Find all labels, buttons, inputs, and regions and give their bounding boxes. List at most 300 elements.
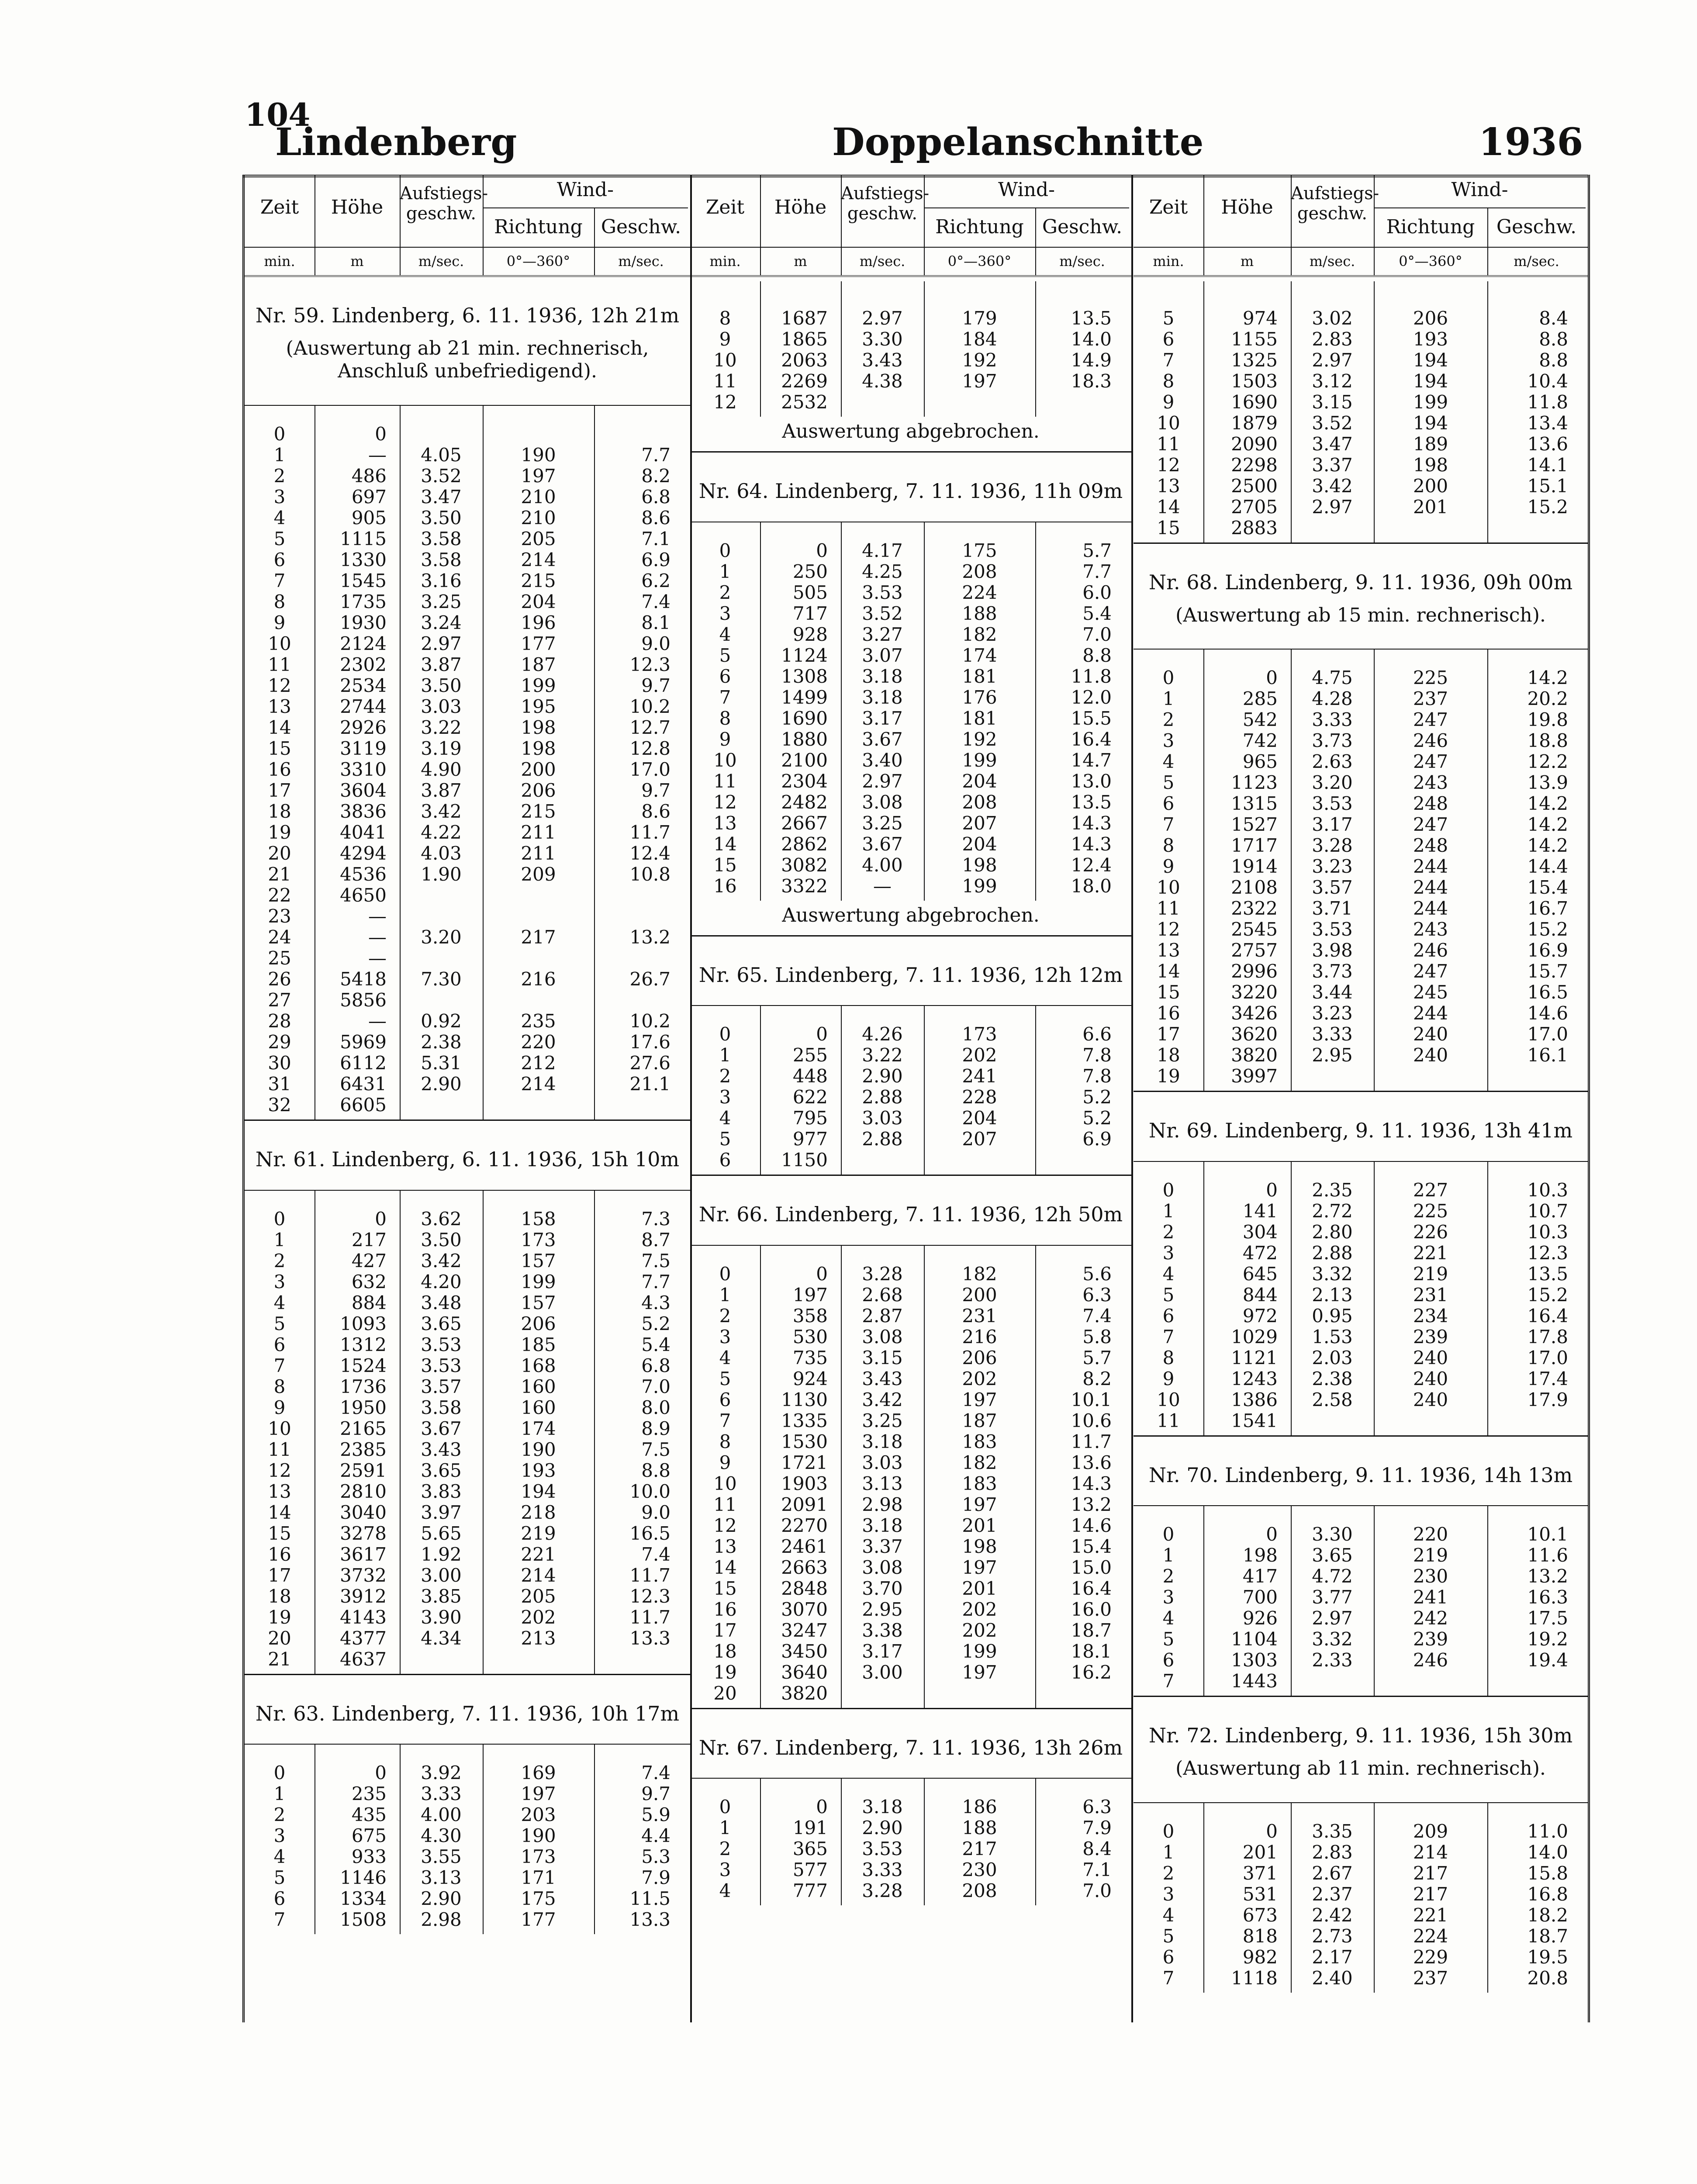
zeit-cell: 11 [1157,898,1180,919]
table-row [245,1846,690,1867]
aufstieg-cell: 3.67 [862,728,903,750]
richtung-cell: 210 [521,507,556,529]
hoehe-cell: 4650 [340,885,387,906]
table-row [690,603,1131,624]
hoehe-cell: 486 [351,465,387,487]
geschw-cell: 13.5 [1071,308,1112,329]
hoehe-cell: 371 [1242,1862,1278,1884]
hoehe-cell: 0 [816,539,828,561]
table-row [1134,877,1588,898]
richtung-cell: 243 [1413,772,1448,794]
table-header [245,175,690,277]
hoehe-cell: 542 [1242,709,1278,731]
table-row [690,1149,1131,1170]
geschw-cell: 14.6 [1527,1002,1568,1024]
hoehe-cell: 1243 [1231,1368,1278,1389]
zeit-cell: 9 [273,612,286,634]
richtung-cell: 217 [1413,1862,1448,1884]
aufstieg-cell: 5.31 [421,1052,462,1074]
geschw-header: Geschw. [1042,216,1123,238]
zeit-cell: 17 [713,1619,737,1641]
zeit-cell: 5 [273,528,286,550]
geschw-cell: 11.6 [1527,1545,1568,1566]
aufstieg-cell: 3.50 [421,1229,462,1251]
geschw-cell: 8.6 [641,801,671,822]
geschw-cell: 5.2 [1082,1107,1112,1129]
hoehe-cell: 622 [792,1086,828,1108]
table-row [690,1431,1131,1452]
zeit-cell: 6 [273,549,286,571]
data-rows [1134,1161,1588,1435]
aufstieg-cell: 2.90 [421,1888,462,1910]
table-row [1134,1023,1588,1044]
aufstieg-cell: 2.87 [862,1305,903,1327]
data-rows [690,522,1131,901]
geschw-cell: 10.3 [1527,1179,1568,1201]
hoehe-cell: 530 [792,1326,828,1348]
zeit-cell: 11 [268,654,291,676]
section-note: (Auswertung ab 15 min. rechnerisch). [1175,604,1546,626]
geschw-cell: 20.8 [1527,1967,1568,1989]
column-divider [1203,175,1204,275]
aufstieg-cell: 3.33 [1312,709,1353,731]
aufstieg-header: Aufstiegs-geschw. [841,183,930,224]
geschw-header: Geschw. [1496,216,1577,238]
table-row [245,1031,690,1052]
richtung-cell: 207 [962,1128,997,1150]
geschw-cell: 7.5 [641,1438,671,1460]
richtung-cell: 247 [1413,751,1448,773]
unit-label: m/sec. [859,253,906,270]
wind-divider [924,207,1129,208]
richtung-cell: 182 [962,1263,997,1285]
richtung-cell: 211 [521,822,556,843]
geschw-cell: 7.8 [1082,1044,1112,1066]
richtung-cell: 235 [521,1010,556,1032]
hoehe-cell: 717 [792,602,828,624]
richtung-cell: 218 [521,1501,556,1523]
zeit-cell: 3 [719,1086,731,1108]
zeit-cell: 0 [719,1023,731,1045]
zeit-cell: 25 [268,947,291,969]
hoehe-cell: 2090 [1231,433,1278,455]
table-row [245,1544,690,1565]
zeit-cell: 16 [713,875,737,897]
richtung-cell: 174 [962,644,997,666]
table-row [1134,1628,1588,1649]
aufstieg-cell: 3.22 [421,717,462,739]
table-row [245,864,690,885]
section-title: Nr. 65. Lindenberg, 7. 11. 1936, 12h 12m [698,963,1123,987]
richtung-cell: 158 [521,1208,556,1230]
table-row [245,1783,690,1804]
aufstieg-cell: 3.33 [421,1783,462,1805]
richtung-cell: 188 [962,602,997,624]
richtung-header: Richtung [935,216,1024,238]
geschw-cell: 15.4 [1527,877,1568,898]
geschw-cell: 16.4 [1071,1577,1112,1599]
hoehe-cell: 1690 [781,707,828,729]
hoehe-cell: 2883 [1231,517,1278,539]
geschw-cell: 5.4 [641,1334,671,1355]
zeit-cell: 8 [273,1375,286,1397]
aufstieg-cell: 3.40 [862,749,903,771]
table-row [245,1565,690,1586]
zeit-cell: 3 [719,1859,731,1880]
hoehe-cell: 577 [792,1859,828,1880]
aufstieg-cell: 3.00 [862,1661,903,1683]
richtung-cell: 211 [521,843,556,864]
table-row [245,1888,690,1909]
aufstieg-cell: 3.32 [1312,1628,1353,1650]
geschw-cell: 8.8 [1539,328,1568,350]
richtung-cell: 160 [521,1396,556,1418]
aufstieg-cell: 2.35 [1312,1179,1353,1201]
table-row [690,1662,1131,1683]
hoehe-cell: 4637 [340,1648,387,1670]
table-row [1134,1842,1588,1863]
richtung-cell: 202 [521,1606,556,1628]
zeit-cell: 2 [273,1804,286,1826]
geschw-cell: 12.2 [1527,751,1568,773]
richtung-cell: 248 [1413,835,1448,857]
table-row [1134,730,1588,751]
table-row [1134,328,1588,349]
hoehe-cell: — [368,947,387,969]
aufstieg-cell: 3.47 [1312,433,1353,455]
table-row [1134,688,1588,709]
geschw-cell: 7.3 [641,1208,671,1230]
richtung-cell: 169 [521,1762,556,1784]
zeit-cell: 15 [713,1577,737,1599]
richtung-cell: 199 [521,675,556,697]
geschw-cell: 5.8 [1082,1326,1112,1348]
geschw-cell: 27.6 [629,1052,671,1074]
section-title: Nr. 67. Lindenberg, 7. 11. 1936, 13h 26m [698,1735,1123,1759]
richtung-cell: 183 [962,1472,997,1494]
aufstieg-cell: 2.90 [862,1817,903,1838]
aufstieg-cell: 4.72 [1312,1565,1353,1587]
zeit-cell: 4 [273,1846,286,1868]
geschw-cell: 7.1 [1082,1859,1112,1880]
hoehe-cell: 965 [1242,751,1278,773]
geschw-cell: 16.7 [1527,898,1568,919]
hoehe-cell: 1545 [340,570,387,592]
geschw-cell: 16.9 [1527,940,1568,961]
hoehe-cell: 2482 [781,791,828,813]
table-row [245,1376,690,1397]
aufstieg-cell: 3.12 [1312,370,1353,392]
table-row [1134,1524,1588,1545]
section-title: Nr. 61. Lindenberg, 6. 11. 1936, 15h 10m [255,1147,680,1171]
richtung-cell: 173 [962,1023,997,1045]
aufstieg-cell: 3.16 [421,570,462,592]
geschw-cell: 9.0 [641,1501,671,1523]
zeit-cell: 6 [719,1389,731,1410]
section-title: Nr. 70. Lindenberg, 9. 11. 1936, 14h 13m [1148,1463,1573,1487]
column-divider [400,175,401,275]
geschw-cell: 11.0 [1527,1820,1568,1842]
richtung-cell: 202 [962,1598,997,1620]
hoehe-cell: 0 [1266,1524,1278,1545]
geschw-cell: 8.6 [641,507,671,529]
zeit-cell: 4 [273,1292,286,1313]
zeit-cell: 7 [273,1909,286,1931]
hoehe-cell: 3278 [340,1522,387,1544]
zeit-cell: 0 [1162,1820,1175,1842]
hoehe-cell: 1880 [781,728,828,750]
hoehe-cell: 3070 [781,1598,828,1620]
zeit-cell: 1 [719,1044,731,1066]
table-row [245,759,690,780]
table-row [1134,454,1588,475]
geschw-cell: 13.2 [1071,1493,1112,1515]
table-row [1134,475,1588,496]
table-row [1134,433,1588,454]
table-row [245,1010,690,1031]
hoehe-cell: 2667 [781,812,828,834]
richtung-cell: 204 [962,1107,997,1129]
zeit-cell: 1 [719,1817,731,1838]
geschw-cell: 13.4 [1527,412,1568,434]
aufstieg-cell: 3.42 [1312,475,1353,497]
geschw-cell: 17.0 [1527,1347,1568,1368]
hoehe-header: Höhe [1221,196,1273,218]
richtung-cell: 206 [1413,308,1448,329]
aufstieg-cell: 3.33 [1312,1023,1353,1045]
richtung-cell: 185 [521,1334,556,1355]
table-row [245,905,690,926]
table-row [1134,1821,1588,1842]
aufstieg-cell: 3.32 [1312,1263,1353,1285]
aufstieg-cell: 3.43 [862,1368,903,1389]
table-row [690,1880,1131,1901]
column-divider [594,207,595,275]
table-header [1134,175,1588,277]
zeit-cell: 9 [273,1396,286,1418]
aufstieg-cell: 3.42 [862,1389,903,1410]
aufstieg-cell: 4.03 [421,843,462,864]
hoehe-cell: 2591 [340,1459,387,1481]
unit-label: 0°—360° [506,253,570,270]
geschw-cell: 11.7 [629,1606,671,1628]
zeit-cell: 14 [268,1501,291,1523]
table-row [245,675,690,696]
richtung-cell: 217 [521,926,556,948]
richtung-cell: 204 [521,591,556,613]
table-row [690,645,1131,666]
geschw-cell: 12.3 [629,1585,671,1607]
zeit-cell: 14 [1157,496,1180,518]
table-row [245,1825,690,1846]
geschw-cell: 14.2 [1527,814,1568,836]
table-row [1134,981,1588,1002]
richtung-cell: 204 [962,770,997,792]
aufstieg-cell: 3.20 [421,926,462,948]
hoehe-cell: 974 [1242,308,1278,329]
aufstieg-cell: 3.23 [1312,856,1353,878]
richtung-cell: 214 [521,1073,556,1095]
table-row [245,444,690,465]
zeit-header: Zeit [705,196,745,218]
aufstieg-cell: 2.98 [421,1909,462,1931]
richtung-cell: 215 [521,570,556,592]
column-1 [242,175,692,2022]
table-row [245,528,690,549]
richtung-cell: 213 [521,1627,556,1649]
geschw-cell: 13.0 [1071,770,1112,792]
hoehe-cell: 1330 [340,549,387,571]
geschw-cell: 6.6 [1082,1023,1112,1045]
aufstieg-cell: 3.52 [421,465,462,487]
richtung-cell: 246 [1413,1649,1448,1671]
richtung-cell: 198 [962,854,997,876]
table-row [1134,370,1588,391]
geschw-cell: 10.1 [1071,1389,1112,1410]
hoehe-cell: 2298 [1231,454,1278,476]
geschw-cell: 10.0 [629,1480,671,1502]
table-row [245,1586,690,1607]
column-divider [924,175,925,275]
data-rows [690,1005,1131,1175]
table-row [690,582,1131,603]
hoehe-cell: 2744 [340,696,387,718]
table-row [690,1452,1131,1473]
table-row [245,1867,690,1888]
richtung-cell: 202 [962,1619,997,1641]
aufstieg-cell: 3.92 [421,1762,462,1784]
geschw-cell: 16.4 [1527,1305,1568,1327]
hoehe-cell: 4536 [340,864,387,885]
richtung-cell: 203 [521,1804,556,1826]
column-divider [1291,175,1292,275]
data-rows [1134,1802,1588,1993]
hoehe-cell: 926 [1242,1607,1278,1629]
richtung-cell: 179 [962,308,997,329]
geschw-cell: 7.4 [641,591,671,613]
hoehe-cell: 141 [1242,1200,1278,1222]
richtung-cell: 234 [1413,1305,1448,1327]
richtung-cell: 173 [521,1846,556,1868]
zeit-cell: 18 [1157,1044,1180,1066]
aufstieg-cell: 3.52 [862,602,903,624]
table-row [690,791,1131,812]
aufstieg-cell: 3.23 [1312,1002,1353,1024]
geschw-cell: 12.7 [629,717,671,739]
geschw-cell: 18.3 [1071,370,1112,392]
hoehe-cell: 0 [816,1796,828,1818]
table-header [690,175,1131,277]
aufstieg-cell: 3.25 [862,1410,903,1431]
table-row [690,812,1131,833]
richtung-cell: 231 [1413,1284,1448,1306]
aufstieg-cell: 2.13 [1312,1284,1353,1306]
richtung-cell: 246 [1413,730,1448,752]
unit-label: m [1240,253,1254,270]
geschw-cell: 13.5 [1527,1263,1568,1285]
table-row [1134,391,1588,412]
hoehe-cell: 1903 [781,1472,828,1494]
table-row [1134,835,1588,856]
table-row [245,1762,690,1783]
aufstieg-cell: 2.97 [1312,496,1353,518]
richtung-cell: 208 [962,1880,997,1901]
table-row [690,1859,1131,1880]
zeit-cell: 13 [268,1480,291,1502]
aufstieg-cell: 3.53 [1312,919,1353,940]
zeit-cell: 16 [1157,1002,1180,1024]
table-row [1134,1607,1588,1628]
aufstieg-cell: 3.24 [421,612,462,634]
hoehe-cell: 1335 [781,1410,828,1431]
zeit-cell: 7 [719,686,731,708]
ascent-section [1134,277,1588,544]
geschw-cell: 16.1 [1527,1044,1568,1066]
section-title: Nr. 72. Lindenberg, 9. 11. 1936, 15h 30m [1148,1724,1573,1748]
zeit-cell: 19 [713,1661,737,1683]
table-row [1134,1545,1588,1565]
hoehe-cell: 675 [351,1825,387,1847]
aufstieg-cell: 3.62 [421,1208,462,1230]
zeit-cell: 2 [273,465,286,487]
richtung-cell: 209 [521,864,556,885]
aufstieg-cell: 3.18 [862,665,903,687]
geschw-cell: 6.2 [641,570,671,592]
richtung-cell: 220 [521,1031,556,1053]
geschw-cell: 15.4 [1071,1535,1112,1557]
geschw-cell: 18.0 [1071,875,1112,897]
table-row [245,1292,690,1313]
zeit-cell: 15 [268,1522,291,1544]
richtung-cell: 219 [1413,1545,1448,1566]
zeit-cell: 1 [1162,1545,1175,1566]
zeit-cell: 17 [1157,1023,1180,1045]
richtung-cell: 194 [1413,349,1448,371]
geschw-cell: 17.5 [1527,1607,1568,1629]
table-row [690,666,1131,687]
zeit-cell: 2 [1162,1862,1175,1884]
hoehe-cell: 3997 [1231,1065,1278,1087]
ascent-section [690,1709,1131,1906]
unit-label: m [794,253,807,270]
richtung-cell: 202 [962,1044,997,1066]
zeit-cell: 7 [1162,349,1175,371]
geschw-cell: 5.2 [1082,1086,1112,1108]
richtung-cell: 229 [1413,1946,1448,1968]
geschw-cell: 8.2 [1082,1368,1112,1389]
hoehe-cell: 1736 [340,1375,387,1397]
richtung-cell: 224 [1413,1925,1448,1947]
aufstieg-cell: 3.58 [421,549,462,571]
aufstieg-cell: 3.57 [421,1375,462,1397]
table-row [1134,1946,1588,1967]
geschw-cell: 5.9 [641,1804,671,1826]
hoehe-cell: 3247 [781,1619,828,1641]
zeit-cell: 22 [268,885,291,906]
table-row [245,1502,690,1523]
hoehe-cell: 2810 [340,1480,387,1502]
zeit-cell: 1 [1162,688,1175,710]
zeit-cell: 3 [1162,730,1175,752]
aufstieg-cell: 7.30 [421,968,462,990]
zeit-cell: 5 [273,1867,286,1889]
table-row [690,1044,1131,1065]
table-row [690,1515,1131,1536]
zeit-cell: 10 [268,1417,291,1439]
zeit-cell: 2 [719,581,731,603]
richtung-header: Richtung [494,216,583,238]
geschw-cell: 11.8 [1071,665,1112,687]
